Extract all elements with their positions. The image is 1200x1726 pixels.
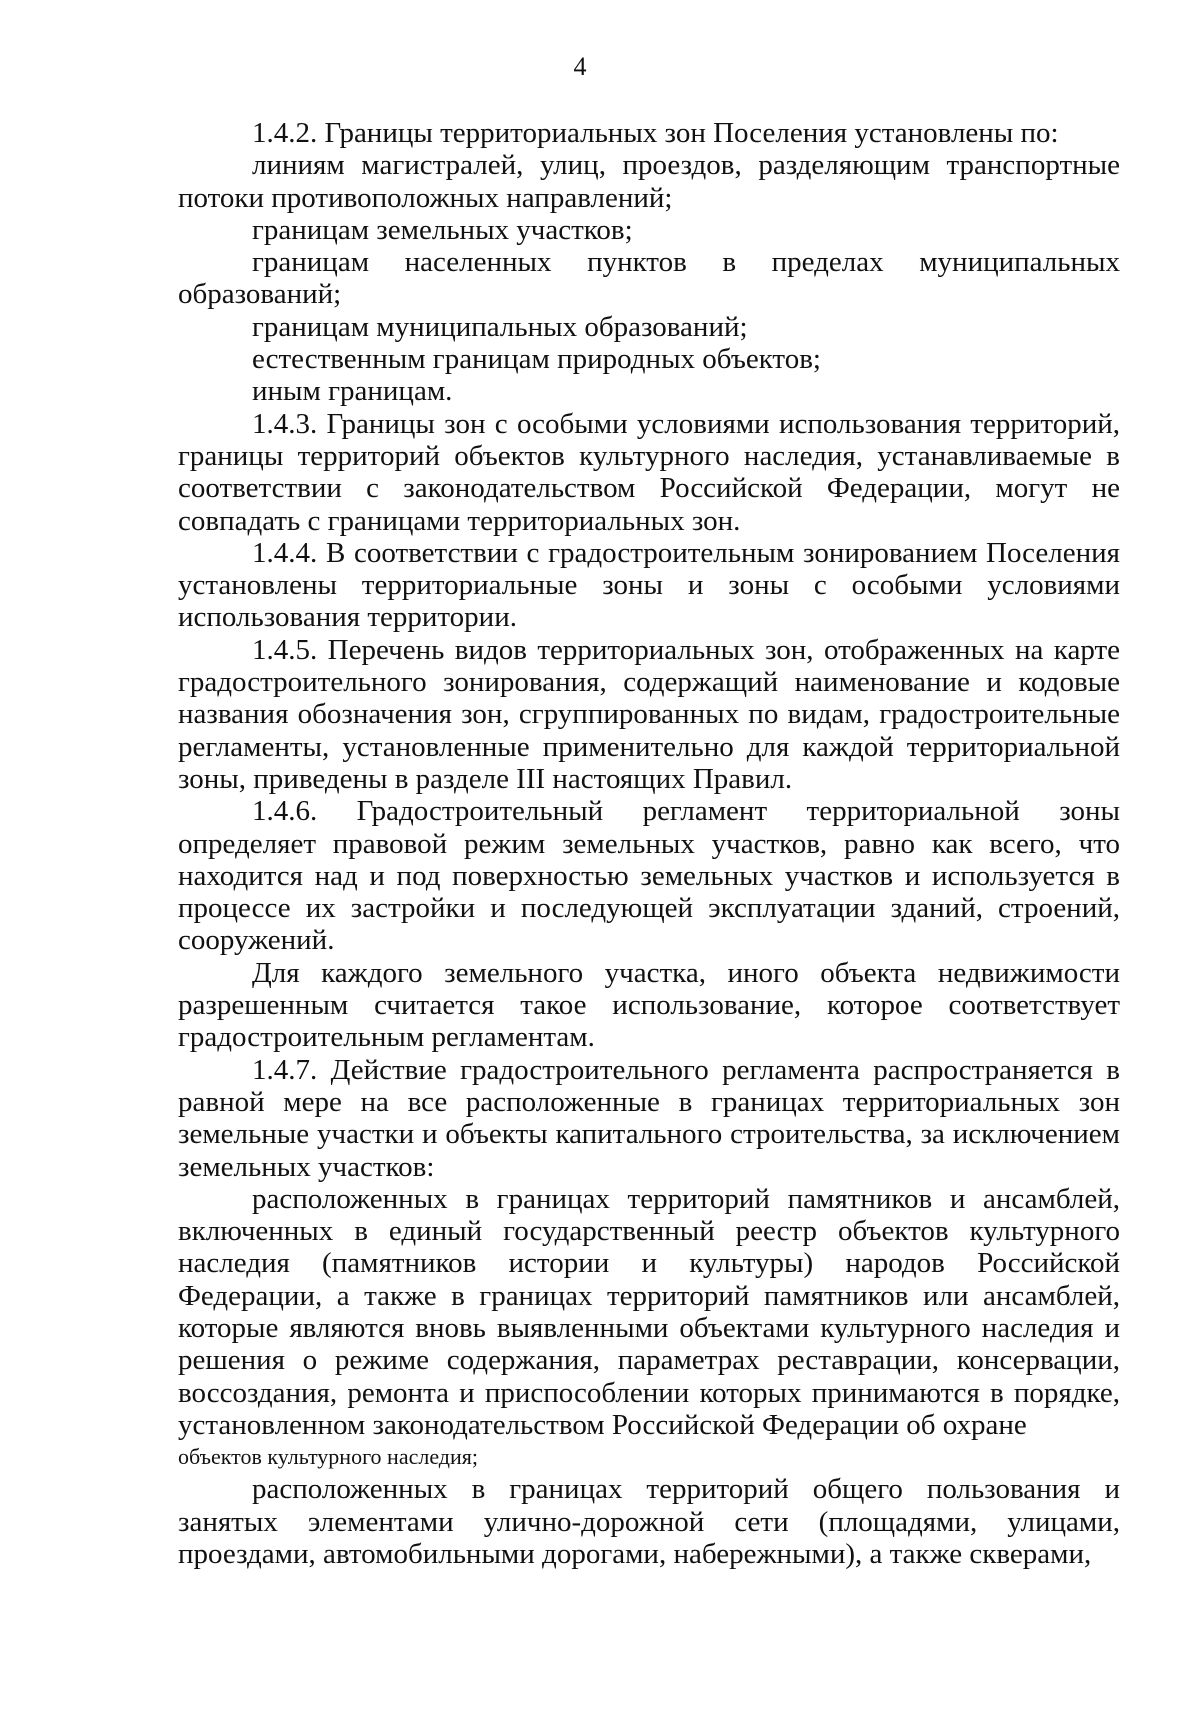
paragraph-1-4-3: 1.4.3. Границы зон с особыми условиями использования территорий, границы территорий объектов культурного наследия, устанавливаемые в соответствии с законодательством Российской Федерации, могут не совпадать с границами территориальных зон.	[178, 407, 1120, 537]
paragraph-1-4-2: 1.4.2. Границы территориальных зон Поселения установлены по:	[252, 117, 1059, 149]
list-item-natural-objects: естественным границам природных объектов;	[252, 343, 821, 376]
list-item-land-plots: границам земельных участков;	[252, 213, 633, 246]
list-item-settlements: границам населенных пунктов в пределах муниципальных образований;	[178, 246, 1120, 311]
paragraph-1-4-4: 1.4.4. В соответствии с градостроительным зонированием Поселения установлены территориальные зоны и зоны с особыми условиями использования территории.	[178, 536, 1120, 634]
list-item-public-territories: расположенных в границах территорий общего пользования и занятых элементами улично-дорожной сети (площадями, улицами, проездами, автомобильными дорогами, набережными), а также скверами,	[178, 1473, 1120, 1571]
list-item-heritage-continuation: объектов культурного наследия;	[178, 1444, 479, 1470]
document-body	[178, 117, 1120, 1570]
list-item-municipalities: границам муниципальных образований;	[252, 310, 748, 343]
page-number: 4	[573, 52, 587, 81]
paragraph-1-4-5: 1.4.5. Перечень видов территориальных зон, отображенных на карте градостроительного зонирования, содержащий наименование и кодовые названия обозначения зон, сгруппированных по видам, градостроительные регламенты, установленные применительно для каждой территориальной зоны, приведены в разделе III настоящих Правил.	[178, 633, 1120, 795]
list-item-main-streets: линиям магистралей, улиц, проездов, разделяющим транспортные потоки противоположных направлений;	[178, 149, 1120, 214]
list-item-other-borders: иным границам.	[252, 375, 453, 408]
paragraph-1-4-6: 1.4.6. Градостроительный регламент территориальной зоны определяет правовой режим земельных участков, равно как всего, что находится над и под поверхностью земельных участков и используется в процессе их застройки и последующей эксплуатации зданий, строений, сооружений.	[178, 795, 1120, 957]
paragraph-permitted-use: Для каждого земельного участка, иного объекта недвижимости разрешенным считается такое использование, которое соответствует градостроительным регламентам.	[178, 956, 1120, 1054]
list-item-heritage-territories: расположенных в границах территорий памятников и ансамблей, включенных в единый государственный реестр объектов культурного наследия (памятников истории и культуры) народов Российской Федерации, а также в границах территорий памятников или ансамблей, которые являются вновь выявленными объектами культурного наследия и решения о режиме содержания, параметрах реставрации, консервации, воссоздания, ремонта и приспособлении которых принимаются в порядке, установленном законодательством Российской Федерации об охране	[178, 1182, 1120, 1441]
paragraph-1-4-7: 1.4.7. Действие градостроительного регламента распространяется в равной мере на все расположенные в границах территориальных зон земельные участки и объекты капитального строительства, за исключением земельных участков:	[178, 1053, 1120, 1183]
